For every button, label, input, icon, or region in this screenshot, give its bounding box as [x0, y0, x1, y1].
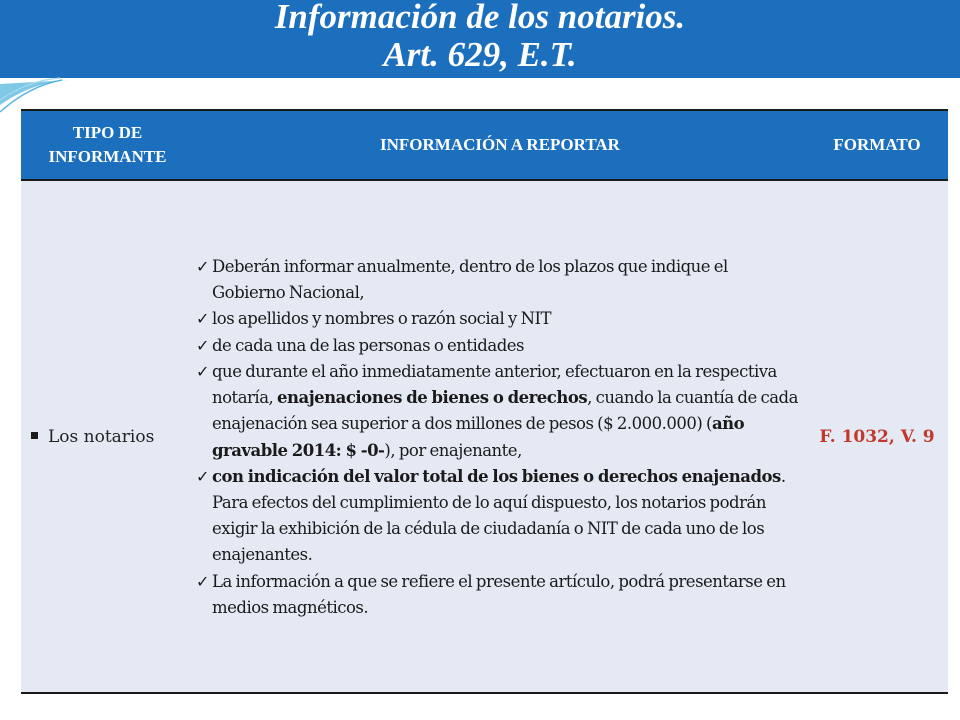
informant-type-label: Los notarios — [48, 426, 155, 447]
requirement-text: . Para efectos del cumplimiento de lo aquí dispuesto, los notarios podrán exigir la exhibición de la cédula de ciudadanía o NIT de cada uno de los enajenantes. — [212, 466, 786, 565]
list-item — [194, 359, 798, 464]
requirement-text: de cada una de las personas o entidades — [212, 335, 524, 355]
list-item — [194, 254, 798, 306]
requirement-text: , cuando la cuantía de cada enajenación sea superior a dos millones de pesos ($ 2.000.000) ( — [212, 388, 798, 434]
checkmark-icon: ✓ — [196, 466, 209, 486]
list-item — [194, 569, 798, 621]
title-line-1: Información de los notarios. — [274, 0, 686, 36]
requirement-text: Deberán informar anualmente, dentro de los plazos que indique el Gobierno Nacional, — [212, 257, 728, 303]
requirement-text: ), por enajenante, — [384, 440, 522, 460]
checkmark-icon: ✓ — [196, 361, 209, 381]
requirement-emphasis: enajenaciones de bienes o derechos — [277, 388, 588, 408]
requirement-emphasis: con indicación del valor total de los bienes o derechos enajenados — [212, 466, 781, 486]
requirement-text: que durante el año inmediatamente anterior, efectuaron en la respectiva notaría, — [212, 361, 777, 408]
requirements-list — [194, 254, 798, 621]
header-format: FORMATO — [806, 110, 948, 180]
requirement-text: los apellidos y nombres o razón social y NIT — [212, 309, 552, 329]
format-cell: F. 1032, V. 9 — [806, 180, 948, 693]
informant-type-cell — [21, 180, 194, 693]
checkmark-icon: ✓ — [196, 257, 209, 277]
checkmark-icon: ✓ — [196, 335, 209, 355]
header-info-to-report: INFORMACIÓN A REPORTAR — [194, 110, 806, 180]
list-item — [194, 333, 798, 359]
list-item — [194, 464, 798, 569]
page-title — [0, 0, 960, 72]
title-line-2: Art. 629, E.T. — [383, 35, 577, 74]
requirement-emphasis: año gravable 2014: $ -0- — [212, 414, 745, 460]
table-header-row — [21, 110, 948, 180]
checkmark-icon: ✓ — [196, 571, 209, 591]
notaries-table — [21, 109, 948, 694]
requirement-text: La información a que se refiere el presente artículo, podrá presentarse en medios magnéticos. — [212, 571, 786, 617]
info-to-report-cell — [194, 180, 806, 693]
square-bullet-icon — [31, 432, 38, 439]
header-informant-type: TIPO DE INFORMANTE — [21, 110, 194, 180]
checkmark-icon: ✓ — [196, 309, 209, 329]
list-item — [194, 306, 798, 332]
table-row — [21, 180, 948, 693]
